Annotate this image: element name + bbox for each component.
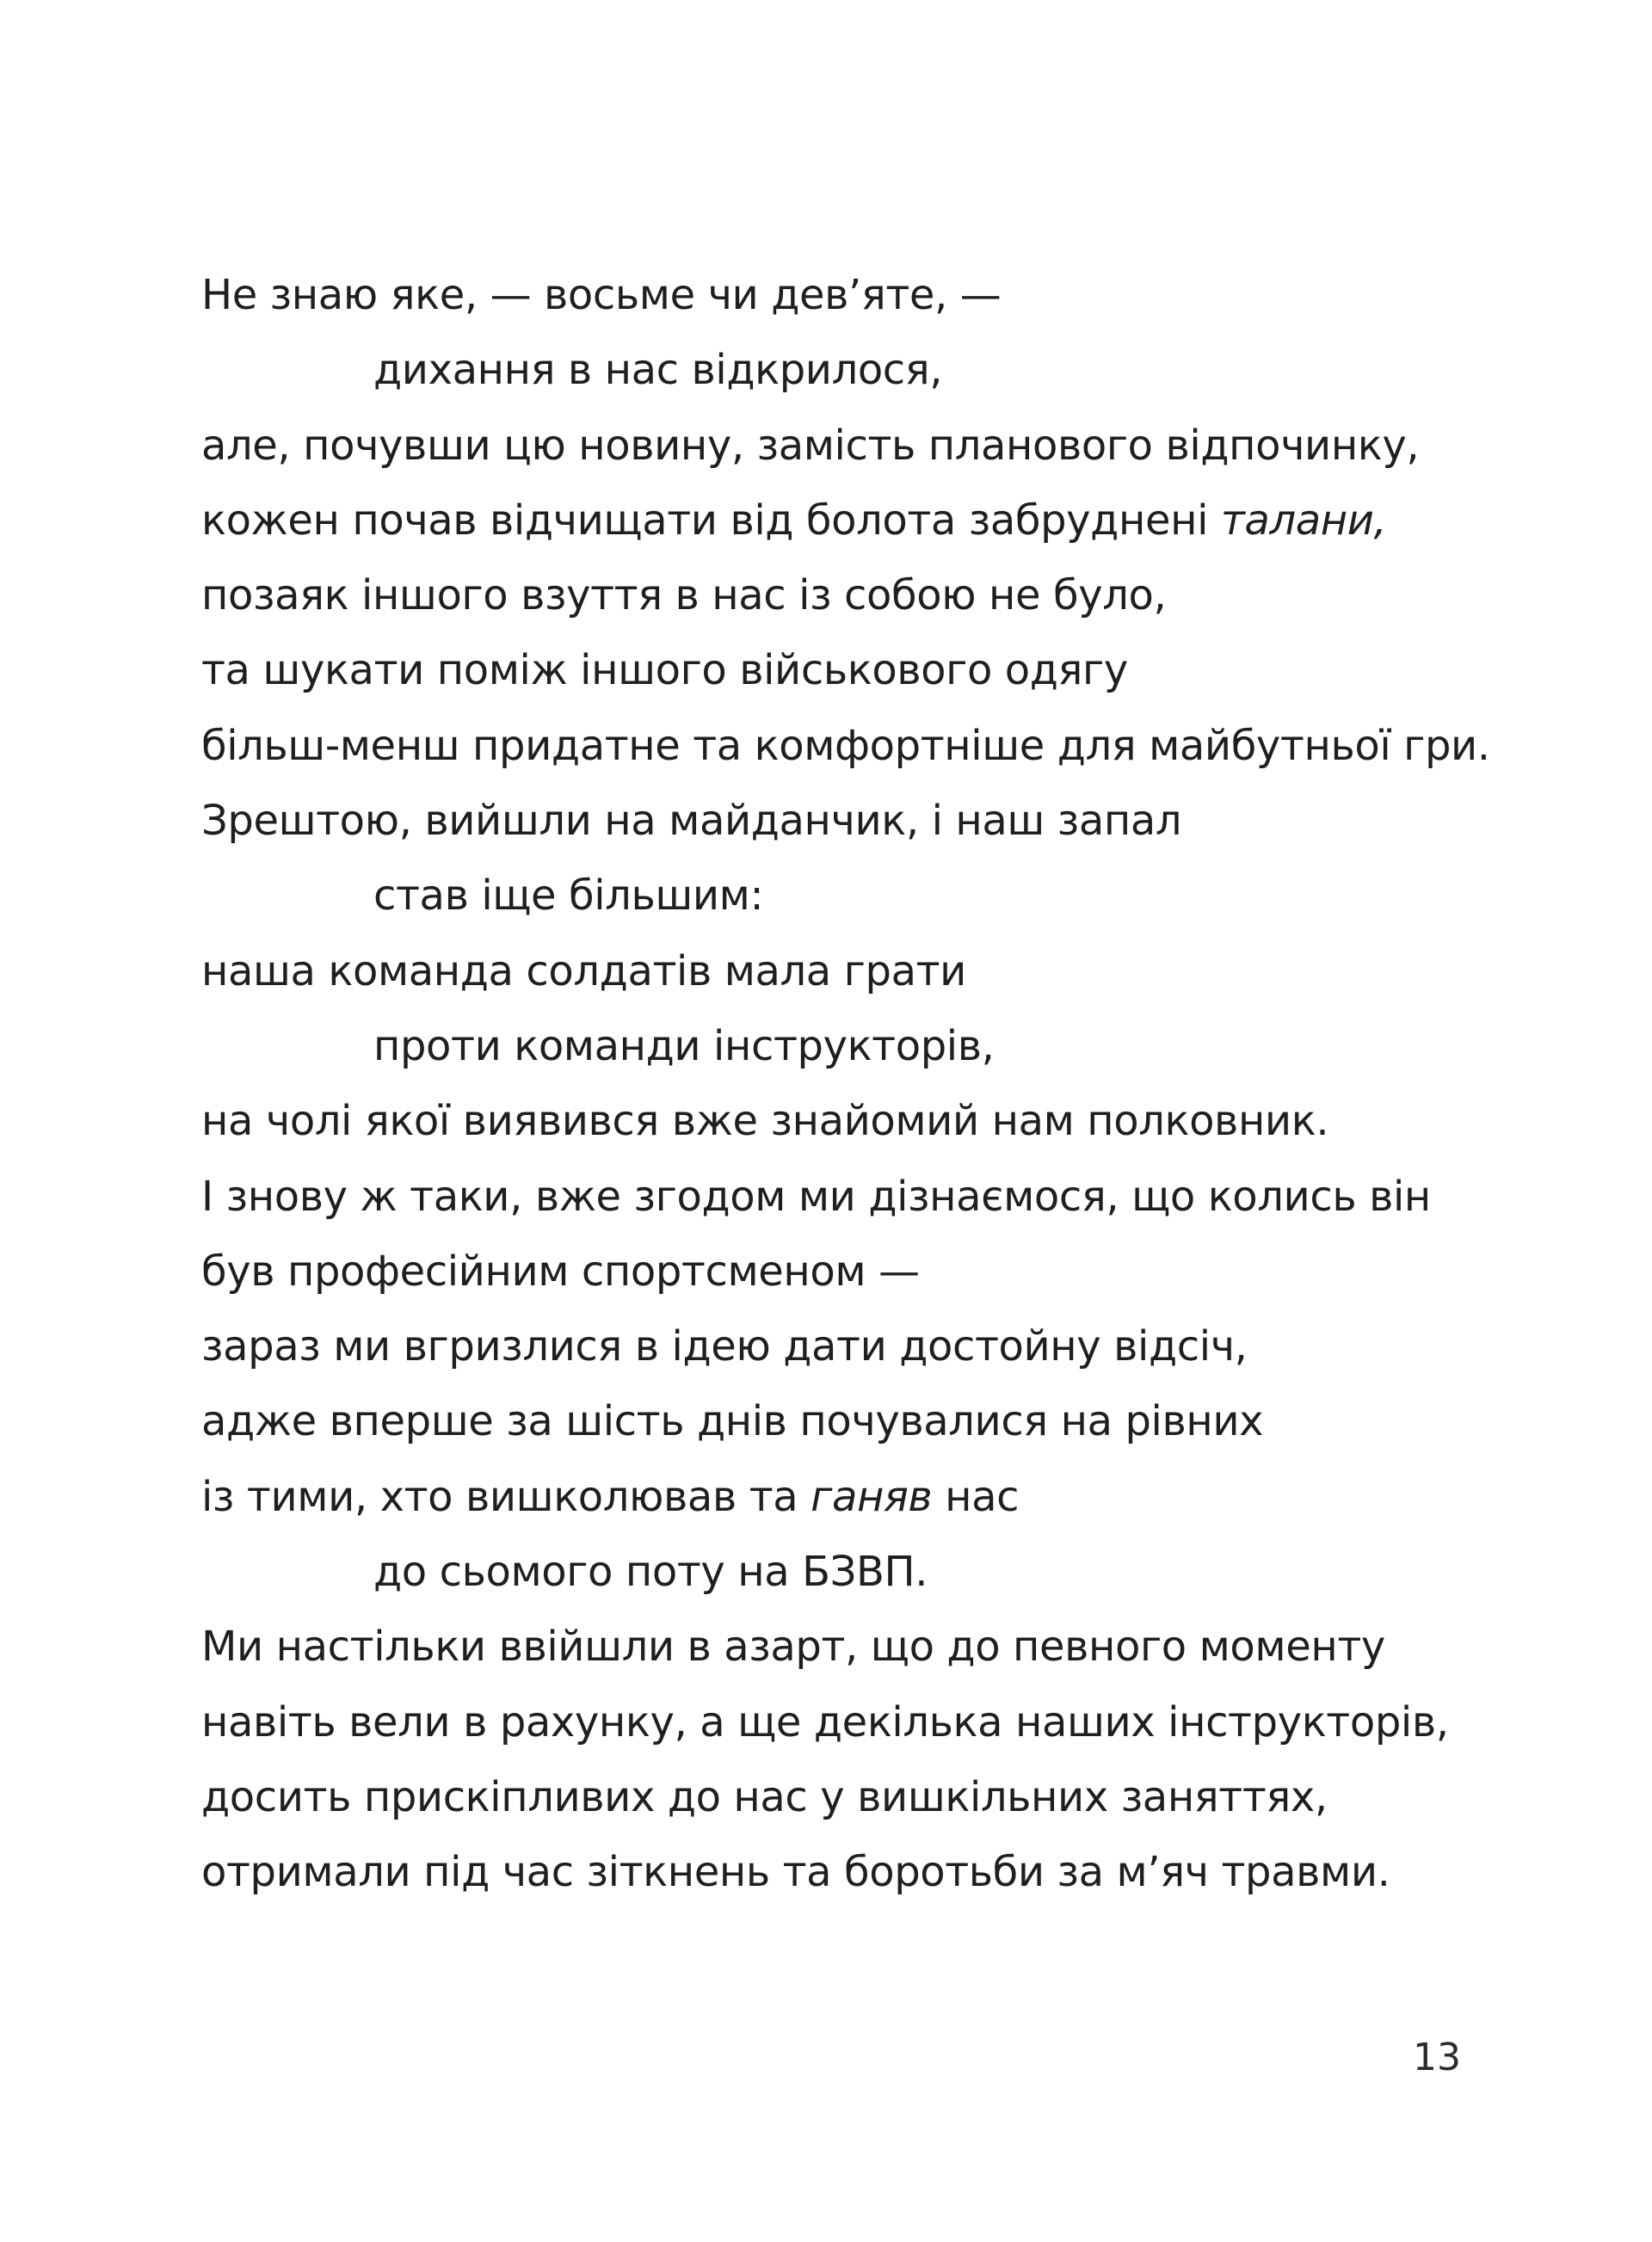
- poem-line: до сьомого поту на БЗВП.: [373, 1548, 928, 1597]
- poem-line: Зрештою, вийшли на майданчик, і наш запал: [201, 797, 1182, 846]
- poem-line: адже вперше за шість днів почувалися на рівних: [201, 1397, 1264, 1446]
- poem-line: Ми настільки ввійшли в азарт, що до певного моменту: [201, 1623, 1385, 1672]
- poem-line: позаяк іншого взуття в нас із собою не було,: [201, 571, 1167, 620]
- poem-line: [201, 484, 1544, 558]
- poem-line: І знову ж таки, вже згодом ми дізнаємося, що колись він: [201, 1172, 1431, 1221]
- line-text: кожен почав відчищати від болота забруднені: [201, 496, 1221, 545]
- poem-line: [201, 1460, 1544, 1535]
- italic-word: талани,: [1220, 496, 1387, 545]
- poem-line: дихання в нас відкрилося,: [373, 346, 943, 395]
- poem-line: зараз ми вгризлися в ідею дати достойну відсіч,: [201, 1322, 1248, 1371]
- line-text: із тими, хто вишколював та: [201, 1472, 811, 1521]
- poem-line: більш-менш придатне та комфортніше для майбутньої гри.: [201, 721, 1490, 770]
- poem-line: наша команда солдатів мала грати: [201, 946, 966, 995]
- poem-line: отримали під час зіткнень та боротьби за м’яч травми.: [201, 1848, 1390, 1897]
- poem-line: навіть вели в рахунку, а ще декілька наших інструкторів,: [201, 1697, 1449, 1746]
- poem-line: був професійним спортсменом —: [201, 1247, 920, 1296]
- poem-line: став іще більшим:: [373, 872, 764, 921]
- poem-line: на чолі якої виявився вже знайомий нам полковник.: [201, 1097, 1329, 1146]
- poem-line: проти команди інструкторів,: [373, 1021, 995, 1070]
- poem-line: але, почувши цю новину, замість планового відпочинку,: [201, 421, 1420, 470]
- line-text: нас: [932, 1472, 1020, 1521]
- poem-text: [201, 258, 1544, 1911]
- italic-word: ганяв: [811, 1472, 933, 1521]
- poem-line: та шукати поміж іншого військового одягу: [201, 646, 1128, 695]
- page-number: 13: [1413, 2036, 1461, 2079]
- poem-line: досить прискіпливих до нас у вишкільних заняттях,: [201, 1772, 1328, 1821]
- poem-line: Не знаю яке, — восьме чи дев’яте, —: [201, 271, 1002, 319]
